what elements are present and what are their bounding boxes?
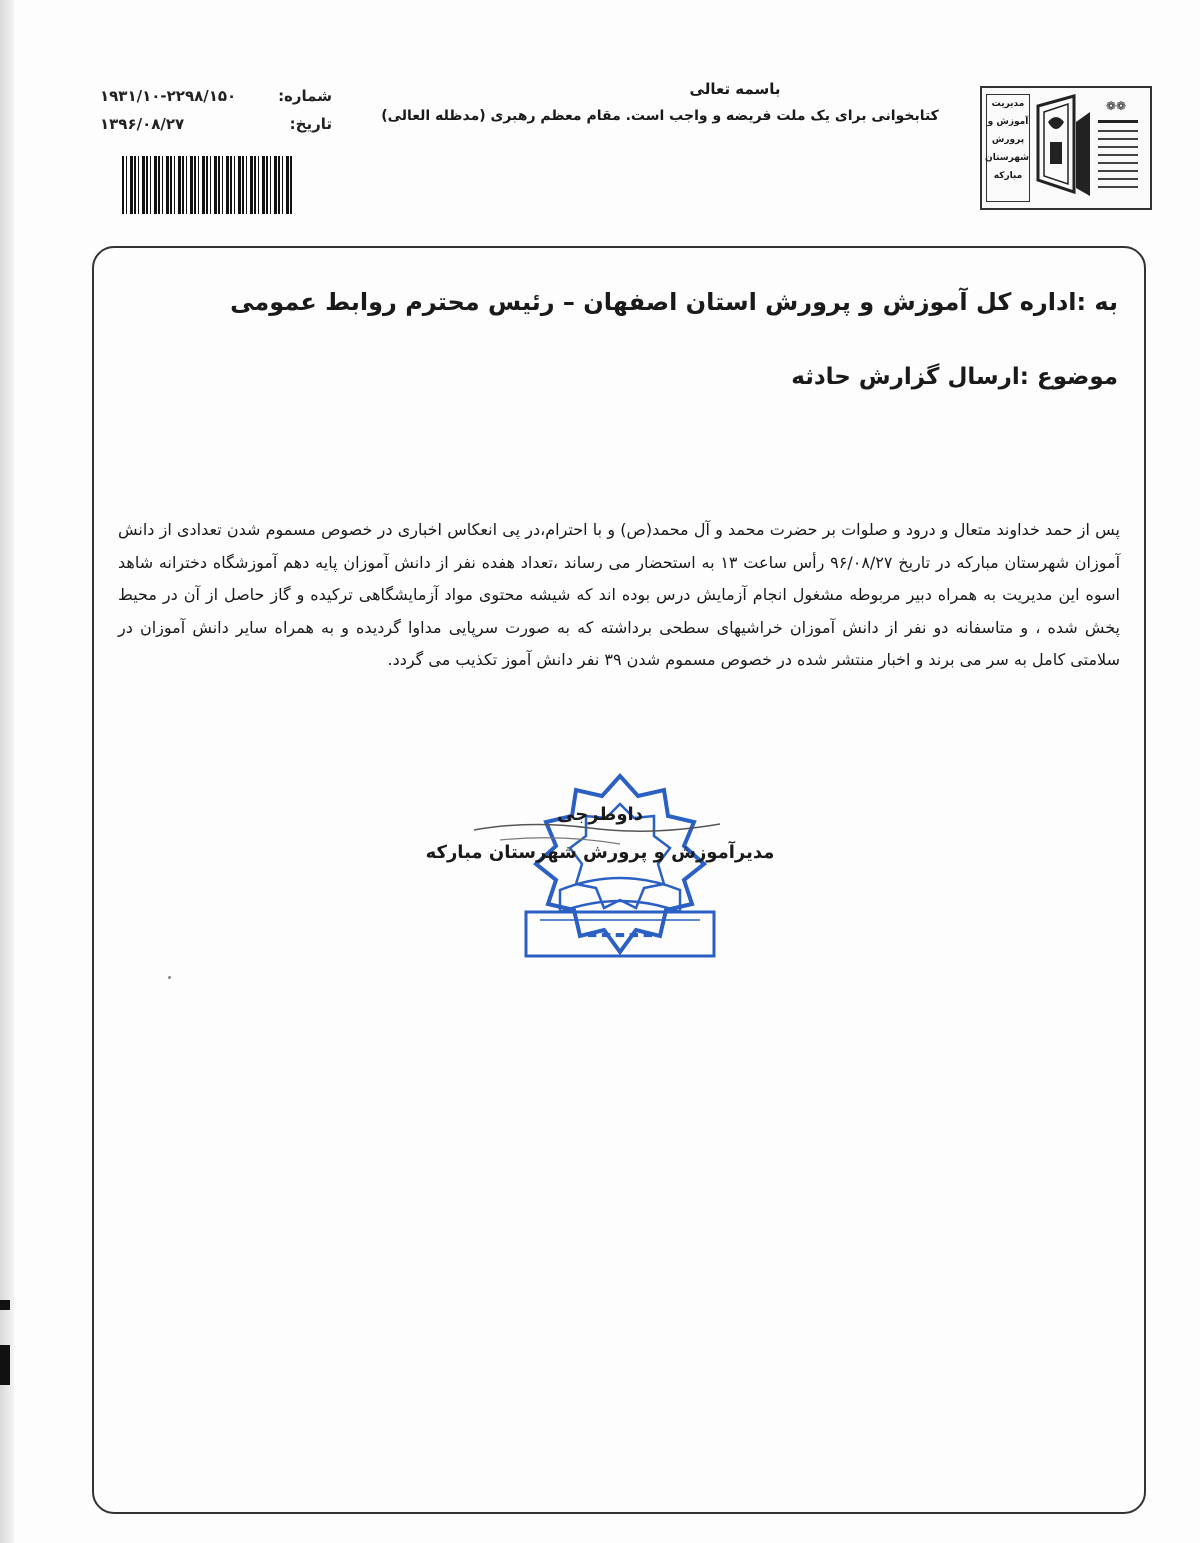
letter-meta — [100, 82, 332, 138]
logo-text — [986, 94, 1030, 202]
date-value: ۱۳۹۶/۰۸/۲۷ — [100, 115, 185, 133]
letter-body: پس از حمد خداوند متعال و درود و صلوات بر حضرت محمد و آل محمد(ص) و با احترام،در پی انعکاس اخباری در خصوص مسموم شدن تعدادی از دانش آموزان شهرستان مبارکه در تاریخ ۹۶/۰۸/۲۷ رأس ساعت ۱۳ به استحضار می رساند ،تعداد هفده نفر از دانش آموزان پایه دهم آموزشگاه دخترانه شاهد اسوه این مدیریت به همراه دبیر مربوطه مشغول انجام آزمایش درس بوده اند که شیشه محتوی مواد آزمایشگاهی ترکیده و گاز حاصل از آن در محیط پخش شده ، و متاسفانه دو نفر از دانش آموزان خراشیهای سطحی برداشته که به صورت سرپایی مداوا گردیده و به همراه سایر دانش آموزان در سلامتی کامل به سر می برند و اخبار منتشر شده در خصوص مسموم شدن ۳۹ نفر دانش آموز تکذیب می گردد. — [118, 520, 1121, 669]
logo-text-line: آموزش و — [987, 117, 1029, 127]
emblem-icon — [1034, 92, 1146, 202]
number-label: شماره: — [278, 87, 332, 105]
organization-logo — [980, 86, 1152, 210]
signer-name: داوطرجی — [557, 804, 643, 825]
svg-text:▬ ▬ ▬ ▬ ▬: ▬ ▬ ▬ ▬ ▬ — [587, 928, 653, 941]
subject-line: موضوع :ارسال گزارش حادثه — [791, 364, 1118, 390]
number-value: ۱۹۳۱/۱۰-۲۲۹۸/۱۵۰ — [100, 87, 237, 105]
logo-text-line: پرورش — [991, 135, 1025, 145]
barcode — [122, 156, 292, 214]
basmala: باسمه تعالی — [689, 80, 781, 98]
scan-edge — [0, 0, 14, 1543]
svg-text:❁❁: ❁❁ — [1105, 99, 1127, 113]
logo-text-line: مبارکه — [993, 171, 1023, 181]
recipient-line: به :اداره کل آموزش و پرورش استان اصفهان – رئیس محترم روابط عمومی — [230, 288, 1118, 316]
scan-speck — [168, 976, 171, 979]
slogan: کتابخوانی برای یک ملت فریضه و واجب است. مقام معظم رهبری (مدظله العالی) — [381, 108, 939, 124]
scan-mark — [0, 1345, 10, 1385]
logo-text-line: شهرستان — [985, 153, 1029, 163]
signer-title: مدیرآموزش و پرورش شهرستان مبارکه — [425, 842, 775, 863]
scan-mark — [0, 1300, 10, 1310]
date-row — [100, 110, 332, 138]
date-label: تاریخ: — [289, 115, 332, 133]
logo-text-line: مدیریت — [991, 99, 1025, 109]
letter-header — [380, 80, 940, 124]
number-row — [100, 82, 332, 110]
